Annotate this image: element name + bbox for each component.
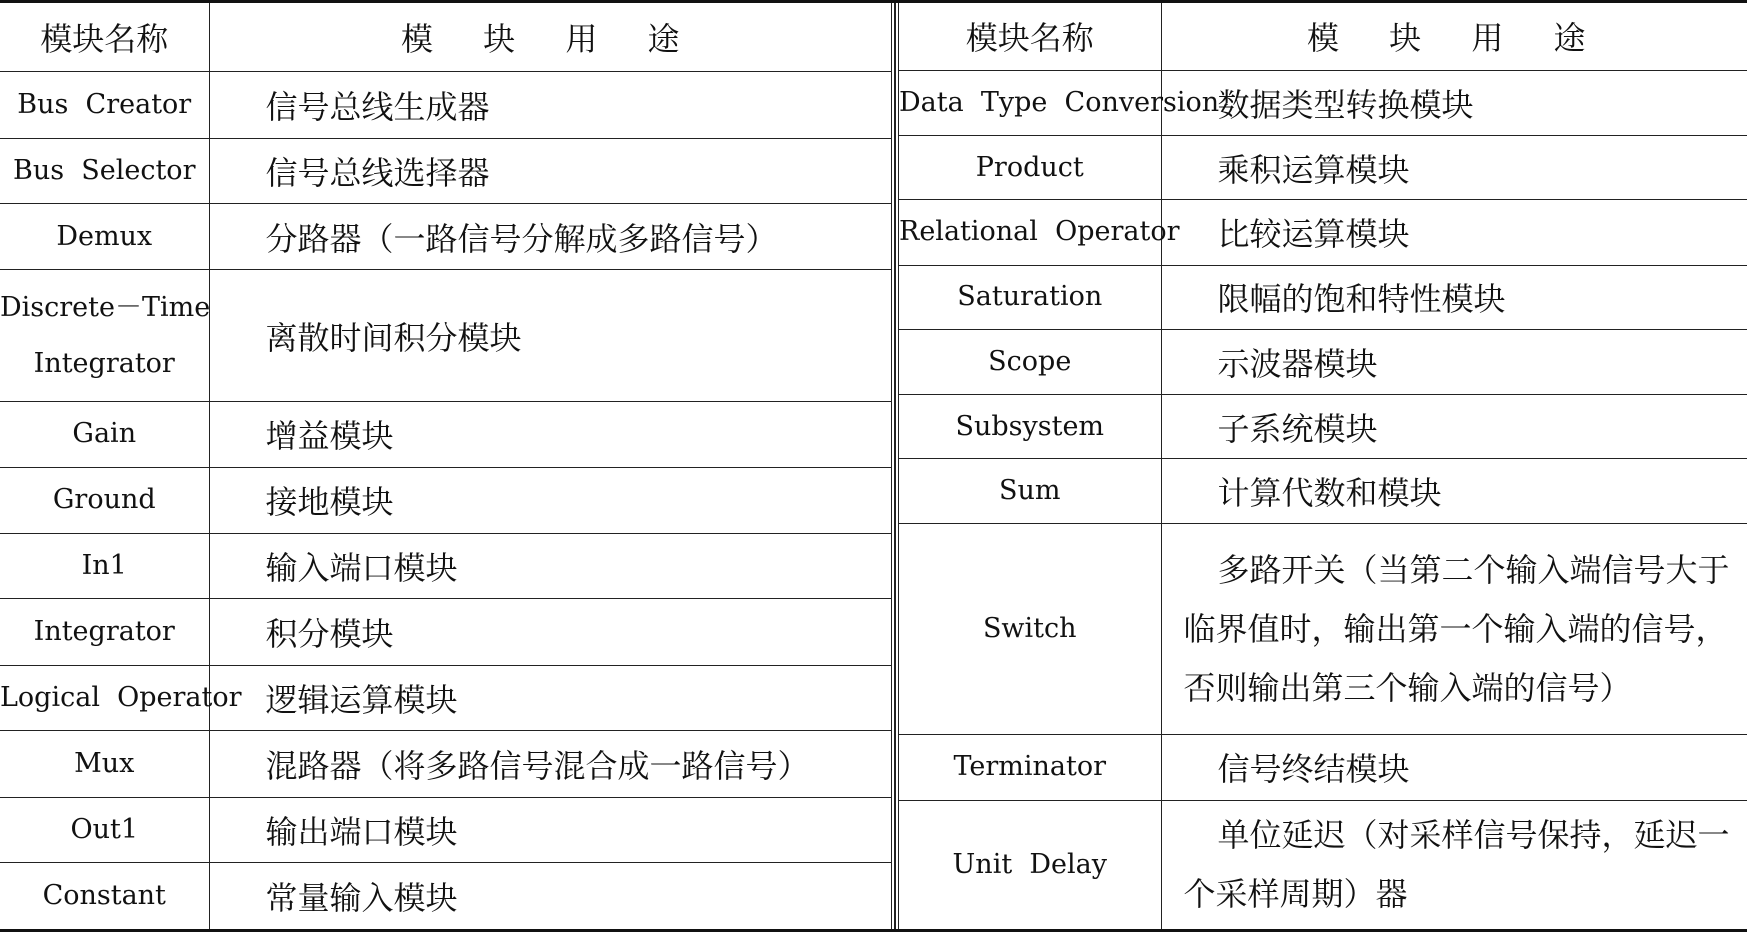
table-row — [897, 394, 1747, 458]
module-name: Scope — [897, 329, 1161, 394]
module-name: Bus Selector — [0, 138, 209, 203]
module-name: In1 — [0, 534, 209, 599]
right-table — [895, 3, 1747, 929]
module-name: Unit Delay — [897, 800, 1161, 929]
module-purpose: 增益模块 — [209, 402, 893, 467]
table-row — [0, 534, 893, 599]
module-purpose: 输出端口模块 — [209, 797, 893, 862]
table-row — [0, 138, 893, 203]
module-name: Data Type Conversion — [897, 70, 1161, 135]
module-purpose: 示波器模块 — [1161, 329, 1747, 394]
module-purpose: 逻辑运算模块 — [209, 665, 893, 730]
module-purpose: 多路开关（当第二个输入端信号大于临界值时，输出第一个输入端的信号，否则输出第三个输入端的信号） — [1161, 524, 1747, 735]
module-name: Constant — [0, 862, 209, 929]
table-row — [0, 731, 893, 797]
module-purpose: 分路器（一路信号分解成多路信号） — [209, 203, 893, 269]
table-row — [0, 862, 893, 929]
left-table — [0, 3, 895, 929]
module-purpose: 限幅的饱和特性模块 — [1161, 265, 1747, 329]
module-purpose: 积分模块 — [209, 599, 893, 665]
table-row — [0, 797, 893, 862]
module-purpose: 单位延迟（对采样信号保持，延迟一个采样周期）器 — [1161, 800, 1747, 929]
module-name: Bus Creator — [0, 72, 209, 138]
table-row — [897, 800, 1747, 929]
module-purpose: 接地模块 — [209, 467, 893, 533]
module-purpose: 信号终结模块 — [1161, 735, 1747, 800]
table-row — [897, 459, 1747, 524]
module-purpose: 离散时间积分模块 — [209, 270, 893, 402]
table-row — [897, 136, 1747, 200]
module-purpose: 子系统模块 — [1161, 394, 1747, 458]
module-name: Subsystem — [897, 394, 1161, 458]
table-row — [897, 200, 1747, 265]
module-purpose: 常量输入模块 — [209, 862, 893, 929]
module-name: Switch — [897, 524, 1161, 735]
module-purpose: 数据类型转换模块 — [1161, 70, 1747, 135]
module-name: Sum — [897, 459, 1161, 524]
table-row — [0, 203, 893, 269]
module-name: Ground — [0, 467, 209, 533]
table-row — [897, 524, 1747, 735]
module-purpose: 比较运算模块 — [1161, 200, 1747, 265]
table-row — [897, 70, 1747, 135]
table-row — [897, 265, 1747, 329]
table-row — [0, 599, 893, 665]
module-purpose: 信号总线生成器 — [209, 72, 893, 138]
module-purpose: 计算代数和模块 — [1161, 459, 1747, 524]
module-name: Logical Operator — [0, 665, 209, 730]
module-name: Demux — [0, 203, 209, 269]
table-row — [897, 735, 1747, 800]
module-name: Integrator — [0, 599, 209, 665]
table-row — [0, 467, 893, 533]
header-name: 模块名称 — [0, 3, 209, 72]
header-purpose: 模 块 用 途 — [1161, 3, 1747, 70]
module-name: Saturation — [897, 265, 1161, 329]
table-row — [897, 329, 1747, 394]
module-purpose: 乘积运算模块 — [1161, 136, 1747, 200]
table-row — [0, 665, 893, 730]
table-row — [0, 72, 893, 138]
module-name: Product — [897, 136, 1161, 200]
module-name: Terminator — [897, 735, 1161, 800]
module-name: Mux — [0, 731, 209, 797]
module-purpose: 输入端口模块 — [209, 534, 893, 599]
table-row — [0, 402, 893, 467]
module-purpose: 信号总线选择器 — [209, 138, 893, 203]
table-row — [0, 270, 893, 402]
module-name: Discrete－Time Integrator — [0, 270, 209, 402]
module-name: Gain — [0, 402, 209, 467]
header-purpose: 模 块 用 途 — [209, 3, 893, 72]
module-purpose: 混路器（将多路信号混合成一路信号） — [209, 731, 893, 797]
header-row — [0, 3, 893, 72]
header-name: 模块名称 — [897, 3, 1161, 70]
module-name: Relational Operator — [897, 200, 1161, 265]
header-row — [897, 3, 1747, 70]
module-name: Out1 — [0, 797, 209, 862]
